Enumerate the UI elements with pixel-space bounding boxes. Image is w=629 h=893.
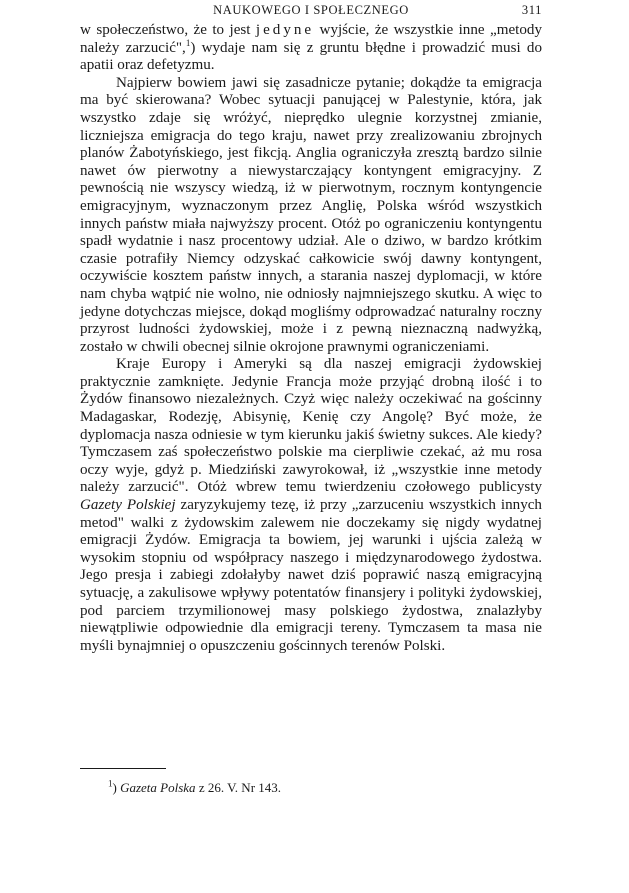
paragraph-europe-america: [80, 356, 542, 655]
running-head-title: NAUKOWEGO I SPOŁECZNEGO: [213, 3, 409, 17]
paragraph-text: ) wydaje nam się z gruntu błędne i prowadzić musi do apatii oraz defetyzmu.: [80, 39, 542, 74]
footnote: [108, 780, 281, 796]
page-number: 311: [521, 3, 542, 17]
footnote-marker: 1: [108, 778, 113, 789]
paragraph-text: Kraje Europy i Ameryki są dla naszej emigracji żydowskiej praktycznie zamknięte. Jedynie Francja może przyjąć drobną ilość i to Żydów finansowo niezależnych. Czyż więc należy oczekiwać na gościnny Madagaskar, Rodezję, Abisynię, Kenię czy Angolę? Być może, że dyplomacja nasza odniesie w tym kierunku jakiś świetny sukces. Ale kiedy? Tymczasem zaś społeczeństwo polskie ma cierpliwie czekać, aż mu rosa oczy wyje, gdyż p. Miedziński zawyrokował, iż „wszystkie inne metody należy zarzucić". Otóż wbrew temu twierdzeniu czołowego publicysty: [80, 356, 542, 496]
book-page: [80, 0, 542, 893]
paragraph-text: w społeczeństwo, że to jest: [80, 22, 256, 38]
paragraph-emigration-destination: Najpierw bowiem jawi się zasadnicze pytanie; dokądże ta emigracja ma być skierowana? Wobec sytuacji panującej w Palestynie, która, jak wszystko zdaje się wróżyć, nieprędko ulegnie korzystnej zmianie, liczniejsza emigracja do tego kraju, nawet przy zrealizowaniu zbrojnych planów Żabotyńskiego, jest fikcją. Anglia ograniczyła zresztą bardzo silnie nawet ów pierwotny a niewystarczający kontyngent emigracyjny. Z pewnością nie wszyscy wiedzą, iż w pierwotnym, rocznym kontyngencie emigracyjnym, wyznaczonym przez Anglię, Polska wśród wszystkich innych państw miała najwyższy procent. Otóż po ograniczeniu kontyngentu spadł wydatnie i nasz procentowy udział. Ale o dziwo, w bardzo krótkim czasie potrafiły Niemcy odzyskać całkowicie swój dawny kontyngent, oczywiście kosztem państw innych, a starania naszej dyplomacji, w które nam chyba wątpić nie wolno, nie odniosły najmniejszego skutku. A więc to jedyne dotychczas miejsce, dokąd mogliśmy odprowadzać naturalny roczny przyrost ludności żydowskiej, może i z pewną nieznaczną nadwyżką, zostało w chwili obecnej silnie okrojone prawnymi ograniczeniami.: [80, 74, 542, 355]
paragraph-text: zaryzykujemy tezę, iż przy „zarzuceniu wszystkich innych metod" walki z żydowskim zalewem nie doczekamy się nigdy wydatnej emigracji Żydów. Emigracja ta bowiem, jej warunki i ujścia zależą w wysokim stopniu od współpracy naszego i międzynarodowego żydostwa. Jego presja i zabiegi zdołałyby nawet dziś poprawić naszą emigracyjną sytuację, a zakulisowe wpływy potentatów finansjery i polityki żydowskiej, pod parciem trzymilionowej masy polskiego żydostwa, znalazłyby niewątpliwie odpowiednie dla emigracji tereny. Tymczasem ta masa nie myśli bynajmniej o opuszczeniu gościnnych terenów Polski.: [80, 497, 542, 654]
running-head: [80, 3, 542, 21]
footnote-divider: [80, 768, 166, 769]
emphasized-word: jedyne: [255, 22, 315, 38]
footnote-citation: z 26. V. Nr 143.: [195, 780, 282, 795]
paragraph-text: wyjście, że wszystkie inne „metody należy zarzucić",: [80, 22, 542, 56]
footnote-marker-paren: ): [112, 780, 117, 795]
footnote-source: Gazeta Polska: [120, 780, 196, 795]
footnote-reference: 1: [185, 37, 191, 48]
paragraph-continuation: [80, 22, 542, 75]
newspaper-title: Gazety Polskiej: [80, 497, 176, 514]
body-text: [80, 22, 542, 655]
